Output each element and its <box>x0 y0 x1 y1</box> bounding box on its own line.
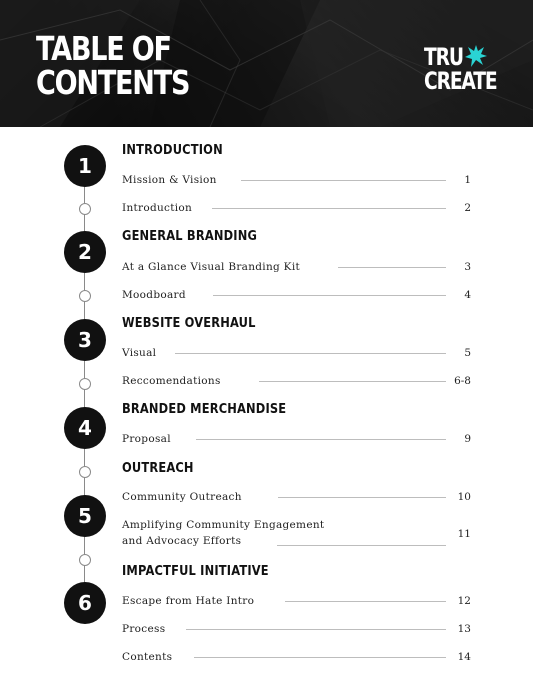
page-number: 2 <box>464 202 471 214</box>
toc-entry-community-outreach[interactable]: Community Outreach <box>122 491 242 503</box>
section-title-introduction: INTRODUCTION <box>122 143 223 158</box>
page-number: 9 <box>464 433 471 445</box>
timeline-node <box>79 466 91 478</box>
page-number: 1 <box>464 174 471 186</box>
timeline-node <box>79 554 91 566</box>
toc-entry-process[interactable]: Process <box>122 623 166 635</box>
toc-entry-introduction[interactable]: Introduction <box>122 202 193 214</box>
leader-line <box>212 208 446 209</box>
leader-line <box>259 381 446 382</box>
section-number-6: 6 <box>64 582 106 624</box>
toc-entry-amplifying-engagement[interactable] <box>122 519 324 547</box>
paint-splash-icon <box>464 43 488 69</box>
section-number-4: 4 <box>64 407 106 449</box>
section-title-branded-merchandise: BRANDED MERCHANDISE <box>122 402 287 417</box>
toc-entry-proposal[interactable]: Proposal <box>122 433 171 445</box>
page-title <box>36 29 190 102</box>
toc-entry-escape-from-hate-intro[interactable]: Escape from Hate Intro <box>122 595 255 607</box>
section-number-3: 3 <box>64 319 106 361</box>
section-number-1: 1 <box>64 145 106 187</box>
leader-line <box>213 295 446 296</box>
page-number: 13 <box>457 623 471 635</box>
leader-line <box>186 629 446 630</box>
brand-logo <box>424 45 504 101</box>
section-number-5: 5 <box>64 495 106 537</box>
logo-word-1: TRU <box>424 43 463 71</box>
leader-line <box>285 601 446 602</box>
leader-line <box>338 267 446 268</box>
leader-line <box>175 353 446 354</box>
timeline-node <box>79 378 91 390</box>
page-number: 3 <box>464 261 471 273</box>
page-number: 5 <box>464 347 471 359</box>
entry-label-line-1: Amplifying Community Engagement <box>122 519 325 531</box>
section-title-website-overhaul: WEBSITE OVERHAUL <box>122 316 256 331</box>
header-banner <box>0 0 533 127</box>
section-number-2: 2 <box>64 231 106 273</box>
page-number: 14 <box>457 651 471 663</box>
entry-label-line-2: and Advocacy Efforts <box>122 535 242 547</box>
leader-line <box>194 657 446 658</box>
leader-line <box>241 180 446 181</box>
toc-entry-visual[interactable]: Visual <box>122 347 157 359</box>
timeline-node <box>79 290 91 302</box>
page-number: 10 <box>457 491 471 503</box>
title-line-1: TABLE OF <box>36 29 171 68</box>
section-title-general-branding: GENERAL BRANDING <box>122 229 258 244</box>
page-number: 4 <box>464 289 471 301</box>
toc-entry-moodboard[interactable]: Moodboard <box>122 289 186 301</box>
page-number: 6-8 <box>454 375 471 387</box>
title-line-2: CONTENTS <box>36 63 190 102</box>
page-number: 11 <box>457 528 471 540</box>
leader-line <box>278 497 446 498</box>
page-number: 12 <box>457 595 471 607</box>
toc-entry-visual-branding-kit[interactable]: At a Glance Visual Branding Kit <box>122 261 300 273</box>
section-title-outreach: OUTREACH <box>122 461 194 476</box>
timeline-node <box>79 203 91 215</box>
toc-entry-mission-vision[interactable]: Mission & Vision <box>122 174 217 186</box>
leader-line <box>196 439 446 440</box>
toc-entry-contents[interactable]: Contents <box>122 651 173 663</box>
logo-word-2: CREATE <box>424 67 497 95</box>
leader-line <box>277 545 446 546</box>
toc-entry-reccomendations[interactable]: Reccomendations <box>122 375 221 387</box>
section-title-impactful-initiative: IMPACTFUL INITIATIVE <box>122 564 269 579</box>
